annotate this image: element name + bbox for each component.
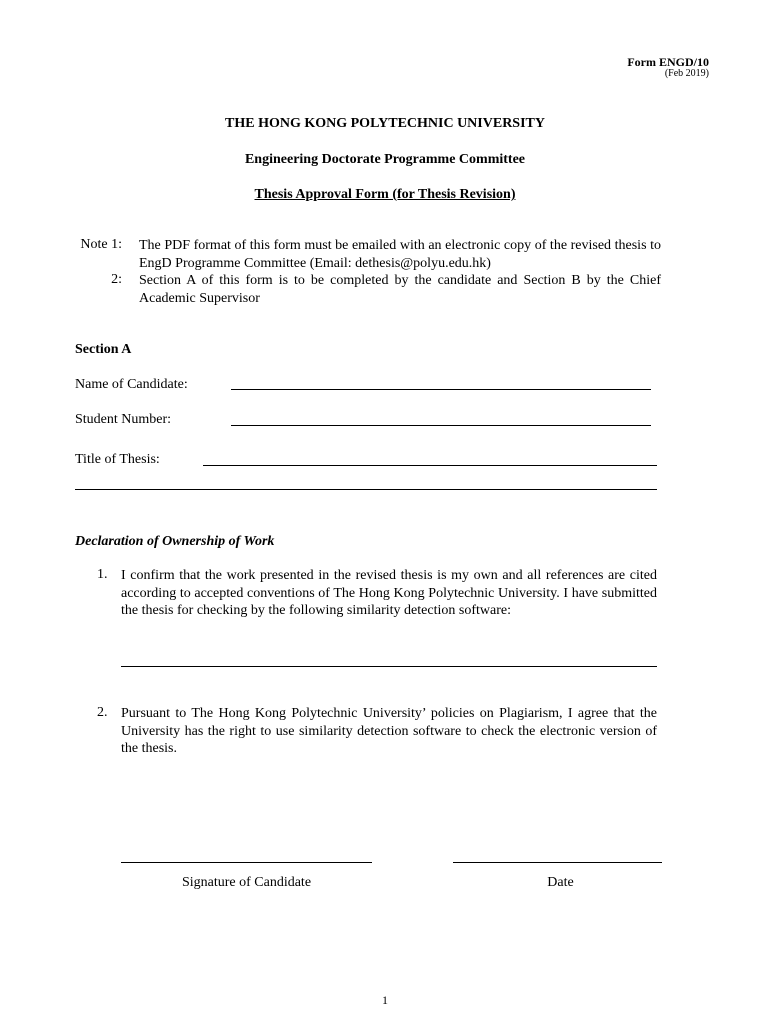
note-2-text: Section A of this form is to be completed by the candidate and Section B by the Chief Academic Supervisor <box>139 273 661 306</box>
form-title <box>0 187 770 203</box>
similarity-software-field[interactable] <box>121 666 657 667</box>
page-number: 1 <box>382 993 388 1007</box>
signature-field[interactable] <box>121 862 372 863</box>
name-of-candidate-label: Name of Candidate: <box>75 377 188 392</box>
signature-label: Signature of Candidate <box>181 875 312 890</box>
section-a-title: Section A <box>75 342 132 357</box>
declaration-item-1-number: 1. <box>97 567 108 582</box>
date-field[interactable] <box>453 862 662 863</box>
declaration-title: Declaration of Ownership of Work <box>75 534 275 549</box>
note-1-text: The PDF format of this form must be emailed with an electronic copy of the revised thesis to EngD Programme Committee (Email: dethesis@polyu.edu.hk) <box>139 238 661 271</box>
date-label: Date <box>547 875 574 890</box>
student-number-label: Student Number: <box>75 412 172 427</box>
title-of-thesis-field[interactable] <box>203 465 657 466</box>
form-code: Form ENGD/10 <box>627 55 709 69</box>
committee-title: Engineering Doctorate Programme Committee <box>244 152 526 167</box>
title-of-thesis-label: Title of Thesis: <box>75 452 160 467</box>
form-date: (Feb 2019) <box>664 68 709 79</box>
title-of-thesis-field-continued[interactable] <box>75 489 657 490</box>
note-1-label: Note 1: <box>80 237 122 252</box>
form-title-text: Thesis Approval Form (for Thesis Revision) <box>254 187 516 202</box>
university-title: THE HONG KONG POLYTECHNIC UNIVERSITY <box>225 116 545 131</box>
declaration-item-1-text: I confirm that the work presented in the revised thesis is my own and all references are cited according to accepted conventions of The Hong Kong Polytechnic University. I have submitted the thesis for checking by the following similarity detection software: <box>121 568 657 618</box>
note-2-label: 2: <box>111 272 122 287</box>
declaration-item-2-text: Pursuant to The Hong Kong Polytechnic University’ policies on Plagiarism, I agree that the University has the right to use similarity detection software to check the electronic version of the thesis. <box>121 706 657 756</box>
student-number-field[interactable] <box>231 425 651 426</box>
name-of-candidate-field[interactable] <box>231 389 651 390</box>
declaration-item-2-number: 2. <box>97 705 108 720</box>
